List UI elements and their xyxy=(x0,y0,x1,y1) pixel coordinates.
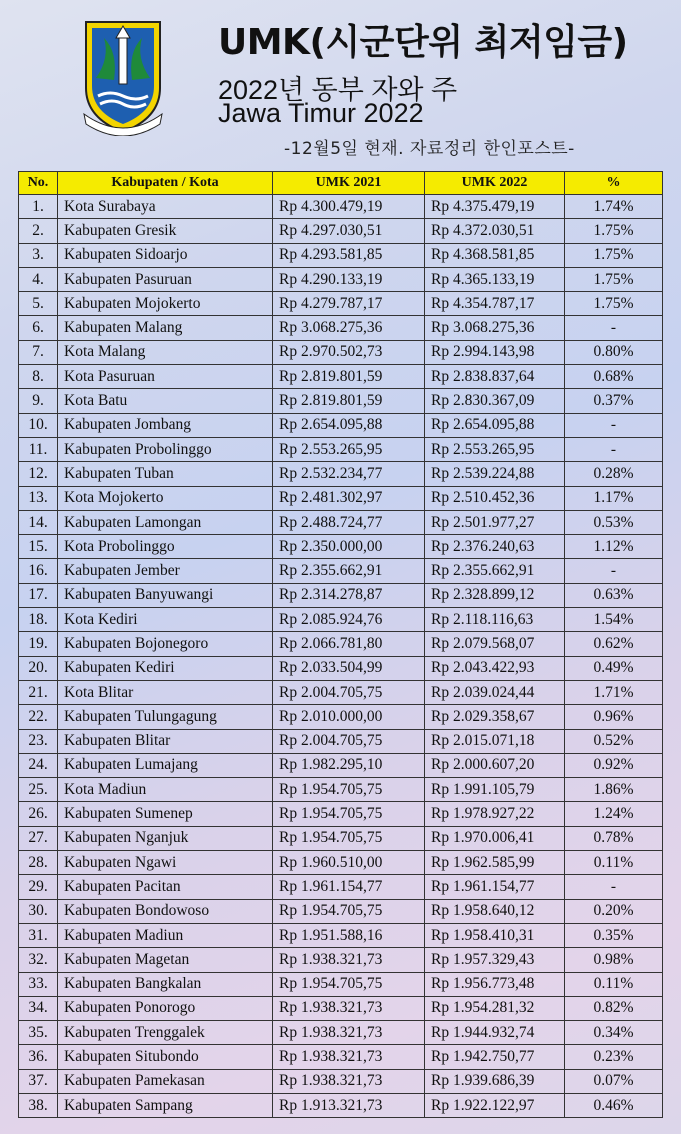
umk-2021-value: Rp 1.938.321,73 xyxy=(273,996,425,1020)
umk-2021-value: Rp 1.954.705,75 xyxy=(273,899,425,923)
row-number: 1. xyxy=(19,195,58,219)
umk-2021-value: Rp 1.961.154,77 xyxy=(273,875,425,899)
table-row xyxy=(19,729,663,753)
umk-2022-value: Rp 4.354.787,17 xyxy=(425,292,565,316)
jawa-timur-emblem-icon xyxy=(80,18,166,136)
umk-2022-value: Rp 2.079.568,07 xyxy=(425,632,565,656)
umk-2022-value: Rp 2.015.071,18 xyxy=(425,729,565,753)
umk-2021-value: Rp 2.970.502,73 xyxy=(273,340,425,364)
percent-change: 1.74% xyxy=(565,195,663,219)
table-row xyxy=(19,1021,663,1045)
percent-change: 0.98% xyxy=(565,948,663,972)
page-title: UMK(시군단위 최저임금) xyxy=(218,22,628,63)
region-name: Kota Surabaya xyxy=(58,195,273,219)
table-row xyxy=(19,292,663,316)
umk-2022-value: Rp 1.962.585,99 xyxy=(425,851,565,875)
table-row xyxy=(19,219,663,243)
umk-2021-value: Rp 2.004.705,75 xyxy=(273,680,425,704)
percent-change: 0.35% xyxy=(565,923,663,947)
row-number: 18. xyxy=(19,608,58,632)
umk-2022-value: Rp 1.942.750,77 xyxy=(425,1045,565,1069)
umk-2022-value: Rp 2.553.265,95 xyxy=(425,437,565,461)
percent-change: 0.92% xyxy=(565,753,663,777)
row-number: 21. xyxy=(19,680,58,704)
umk-2022-value: Rp 1.957.329,43 xyxy=(425,948,565,972)
umk-2022-value: Rp 1.970.006,41 xyxy=(425,826,565,850)
percent-change: 1.86% xyxy=(565,778,663,802)
percent-change: 0.62% xyxy=(565,632,663,656)
umk-2021-value: Rp 1.938.321,73 xyxy=(273,1069,425,1093)
umk-2022-value: Rp 1.958.640,12 xyxy=(425,899,565,923)
umk-2021-value: Rp 2.355.662,91 xyxy=(273,559,425,583)
umk-2022-value: Rp 1.991.105,79 xyxy=(425,778,565,802)
region-name: Kabupaten Ngawi xyxy=(58,851,273,875)
umk-2022-value: Rp 1.939.686,39 xyxy=(425,1069,565,1093)
region-name: Kabupaten Malang xyxy=(58,316,273,340)
region-name: Kabupaten Madiun xyxy=(58,923,273,947)
row-number: 13. xyxy=(19,486,58,510)
table-row xyxy=(19,510,663,534)
table-row xyxy=(19,316,663,340)
row-number: 16. xyxy=(19,559,58,583)
row-number: 34. xyxy=(19,996,58,1020)
umk-2022-value: Rp 2.539.224,88 xyxy=(425,462,565,486)
table-body xyxy=(19,195,663,1118)
umk-2021-value: Rp 1.954.705,75 xyxy=(273,778,425,802)
row-number: 28. xyxy=(19,851,58,875)
row-number: 2. xyxy=(19,219,58,243)
umk-2021-value: Rp 2.350.000,00 xyxy=(273,535,425,559)
table-row xyxy=(19,705,663,729)
umk-2021-value: Rp 2.314.278,87 xyxy=(273,583,425,607)
region-name: Kota Batu xyxy=(58,389,273,413)
percent-change: 1.54% xyxy=(565,608,663,632)
table-header-row xyxy=(19,172,663,195)
percent-change: - xyxy=(565,559,663,583)
umk-2021-value: Rp 2.532.234,77 xyxy=(273,462,425,486)
umk-2022-value: Rp 2.355.662,91 xyxy=(425,559,565,583)
header-percent: % xyxy=(565,172,663,195)
umk-2021-value: Rp 4.279.787,17 xyxy=(273,292,425,316)
row-number: 10. xyxy=(19,413,58,437)
region-name: Kabupaten Nganjuk xyxy=(58,826,273,850)
row-number: 33. xyxy=(19,972,58,996)
table-row xyxy=(19,365,663,389)
umk-2022-value: Rp 2.510.452,36 xyxy=(425,486,565,510)
table-row xyxy=(19,899,663,923)
row-number: 30. xyxy=(19,899,58,923)
region-name: Kabupaten Pasuruan xyxy=(58,267,273,291)
percent-change: 1.24% xyxy=(565,802,663,826)
region-name: Kota Malang xyxy=(58,340,273,364)
percent-change: 0.37% xyxy=(565,389,663,413)
row-number: 15. xyxy=(19,535,58,559)
table-row xyxy=(19,1093,663,1117)
region-name: Kabupaten Magetan xyxy=(58,948,273,972)
table-row xyxy=(19,948,663,972)
header-no: No. xyxy=(19,172,58,195)
region-name: Kabupaten Lamongan xyxy=(58,510,273,534)
umk-2022-value: Rp 2.328.899,12 xyxy=(425,583,565,607)
umk-2022-value: Rp 1.961.154,77 xyxy=(425,875,565,899)
table-row xyxy=(19,875,663,899)
row-number: 12. xyxy=(19,462,58,486)
umk-2022-value: Rp 4.365.133,19 xyxy=(425,267,565,291)
umk-2022-value: Rp 2.376.240,63 xyxy=(425,535,565,559)
umk-2021-value: Rp 4.300.479,19 xyxy=(273,195,425,219)
umk-2022-value: Rp 1.954.281,32 xyxy=(425,996,565,1020)
region-name: Kabupaten Sumenep xyxy=(58,802,273,826)
percent-change: 0.53% xyxy=(565,510,663,534)
percent-change: 1.75% xyxy=(565,267,663,291)
header-region: Kabupaten / Kota xyxy=(58,172,273,195)
row-number: 5. xyxy=(19,292,58,316)
table-row xyxy=(19,340,663,364)
percent-change: 1.12% xyxy=(565,535,663,559)
table-row xyxy=(19,486,663,510)
row-number: 38. xyxy=(19,1093,58,1117)
page-subtitle-line2: Jawa Timur 2022 xyxy=(218,98,424,128)
region-name: Kota Mojokerto xyxy=(58,486,273,510)
row-number: 4. xyxy=(19,267,58,291)
umk-2022-value: Rp 2.501.977,27 xyxy=(425,510,565,534)
table-row xyxy=(19,583,663,607)
region-name: Kota Madiun xyxy=(58,778,273,802)
table-row xyxy=(19,608,663,632)
percent-change: 0.46% xyxy=(565,1093,663,1117)
umk-2022-value: Rp 1.978.927,22 xyxy=(425,802,565,826)
table-row xyxy=(19,413,663,437)
row-number: 32. xyxy=(19,948,58,972)
percent-change: - xyxy=(565,437,663,461)
header-umk-2021: UMK 2021 xyxy=(273,172,425,195)
region-name: Kabupaten Sampang xyxy=(58,1093,273,1117)
row-number: 35. xyxy=(19,1021,58,1045)
row-number: 3. xyxy=(19,243,58,267)
percent-change: 0.28% xyxy=(565,462,663,486)
region-name: Kabupaten Jombang xyxy=(58,413,273,437)
umk-table xyxy=(18,171,663,1118)
table-row xyxy=(19,826,663,850)
row-number: 6. xyxy=(19,316,58,340)
percent-change: - xyxy=(565,316,663,340)
region-name: Kota Kediri xyxy=(58,608,273,632)
umk-2021-value: Rp 2.010.000,00 xyxy=(273,705,425,729)
umk-2021-value: Rp 4.297.030,51 xyxy=(273,219,425,243)
table-row xyxy=(19,462,663,486)
percent-change: 0.20% xyxy=(565,899,663,923)
table-row xyxy=(19,923,663,947)
table-row xyxy=(19,996,663,1020)
row-number: 24. xyxy=(19,753,58,777)
region-name: Kabupaten Bondowoso xyxy=(58,899,273,923)
percent-change: 1.75% xyxy=(565,292,663,316)
umk-2022-value: Rp 1.944.932,74 xyxy=(425,1021,565,1045)
region-name: Kabupaten Pacitan xyxy=(58,875,273,899)
row-number: 7. xyxy=(19,340,58,364)
row-number: 36. xyxy=(19,1045,58,1069)
table-row xyxy=(19,753,663,777)
umk-2021-value: Rp 3.068.275,36 xyxy=(273,316,425,340)
row-number: 20. xyxy=(19,656,58,680)
header-umk-2022: UMK 2022 xyxy=(425,172,565,195)
region-name: Kabupaten Probolinggo xyxy=(58,437,273,461)
region-name: Kabupaten Banyuwangi xyxy=(58,583,273,607)
region-name: Kabupaten Pamekasan xyxy=(58,1069,273,1093)
umk-2021-value: Rp 1.954.705,75 xyxy=(273,802,425,826)
row-number: 29. xyxy=(19,875,58,899)
umk-2022-value: Rp 3.068.275,36 xyxy=(425,316,565,340)
percent-change: 0.78% xyxy=(565,826,663,850)
umk-2021-value: Rp 1.938.321,73 xyxy=(273,1045,425,1069)
table-row xyxy=(19,632,663,656)
row-number: 17. xyxy=(19,583,58,607)
row-number: 19. xyxy=(19,632,58,656)
table-row xyxy=(19,851,663,875)
row-number: 25. xyxy=(19,778,58,802)
umk-2021-value: Rp 4.290.133,19 xyxy=(273,267,425,291)
umk-2022-value: Rp 2.039.024,44 xyxy=(425,680,565,704)
region-name: Kabupaten Mojokerto xyxy=(58,292,273,316)
percent-change: 0.11% xyxy=(565,851,663,875)
row-number: 37. xyxy=(19,1069,58,1093)
row-number: 8. xyxy=(19,365,58,389)
umk-2022-value: Rp 2.043.422,93 xyxy=(425,656,565,680)
percent-change: 0.34% xyxy=(565,1021,663,1045)
table-row xyxy=(19,243,663,267)
percent-change: - xyxy=(565,413,663,437)
umk-2021-value: Rp 2.819.801,59 xyxy=(273,365,425,389)
percent-change: - xyxy=(565,875,663,899)
region-name: Kabupaten Jember xyxy=(58,559,273,583)
table-row xyxy=(19,680,663,704)
table-row xyxy=(19,656,663,680)
umk-2021-value: Rp 2.004.705,75 xyxy=(273,729,425,753)
umk-2021-value: Rp 1.913.321,73 xyxy=(273,1093,425,1117)
umk-2021-value: Rp 1.938.321,73 xyxy=(273,1021,425,1045)
umk-2021-value: Rp 1.982.295,10 xyxy=(273,753,425,777)
umk-2021-value: Rp 4.293.581,85 xyxy=(273,243,425,267)
percent-change: 1.75% xyxy=(565,219,663,243)
table-row xyxy=(19,802,663,826)
percent-change: 0.68% xyxy=(565,365,663,389)
percent-change: 0.11% xyxy=(565,972,663,996)
percent-change: 0.82% xyxy=(565,996,663,1020)
umk-2022-value: Rp 2.994.143,98 xyxy=(425,340,565,364)
region-name: Kabupaten Blitar xyxy=(58,729,273,753)
region-name: Kabupaten Lumajang xyxy=(58,753,273,777)
region-name: Kabupaten Tuban xyxy=(58,462,273,486)
table-row xyxy=(19,1069,663,1093)
umk-2021-value: Rp 1.960.510,00 xyxy=(273,851,425,875)
row-number: 26. xyxy=(19,802,58,826)
row-number: 11. xyxy=(19,437,58,461)
umk-2021-value: Rp 1.951.588,16 xyxy=(273,923,425,947)
umk-2022-value: Rp 4.372.030,51 xyxy=(425,219,565,243)
row-number: 23. xyxy=(19,729,58,753)
umk-2021-value: Rp 2.488.724,77 xyxy=(273,510,425,534)
umk-2022-value: Rp 1.922.122,97 xyxy=(425,1093,565,1117)
region-name: Kota Pasuruan xyxy=(58,365,273,389)
page-header xyxy=(0,0,681,170)
table-row xyxy=(19,437,663,461)
region-name: Kabupaten Gresik xyxy=(58,219,273,243)
page-subtitle-line1: 2022년 동부 자와 주 xyxy=(218,75,458,105)
region-name: Kabupaten Kediri xyxy=(58,656,273,680)
row-number: 27. xyxy=(19,826,58,850)
table-row xyxy=(19,778,663,802)
umk-2021-value: Rp 1.954.705,75 xyxy=(273,826,425,850)
row-number: 9. xyxy=(19,389,58,413)
percent-change: 0.96% xyxy=(565,705,663,729)
umk-2021-value: Rp 2.819.801,59 xyxy=(273,389,425,413)
umk-2021-value: Rp 2.654.095,88 xyxy=(273,413,425,437)
region-name: Kabupaten Situbondo xyxy=(58,1045,273,1069)
umk-2021-value: Rp 2.481.302,97 xyxy=(273,486,425,510)
umk-2022-value: Rp 2.029.358,67 xyxy=(425,705,565,729)
table-row xyxy=(19,535,663,559)
region-name: Kabupaten Sidoarjo xyxy=(58,243,273,267)
percent-change: 0.63% xyxy=(565,583,663,607)
umk-2021-value: Rp 2.553.265,95 xyxy=(273,437,425,461)
umk-2022-value: Rp 1.956.773,48 xyxy=(425,972,565,996)
table-row xyxy=(19,267,663,291)
row-number: 22. xyxy=(19,705,58,729)
region-name: Kabupaten Bangkalan xyxy=(58,972,273,996)
source-note: -12월5일 현재. 자료정리 한인포스트- xyxy=(284,139,575,159)
percent-change: 0.80% xyxy=(565,340,663,364)
umk-2022-value: Rp 2.830.367,09 xyxy=(425,389,565,413)
row-number: 31. xyxy=(19,923,58,947)
umk-2022-value: Rp 4.368.581,85 xyxy=(425,243,565,267)
umk-2022-value: Rp 2.000.607,20 xyxy=(425,753,565,777)
percent-change: 0.23% xyxy=(565,1045,663,1069)
umk-2021-value: Rp 2.085.924,76 xyxy=(273,608,425,632)
percent-change: 1.17% xyxy=(565,486,663,510)
umk-2021-value: Rp 2.066.781,80 xyxy=(273,632,425,656)
umk-2022-value: Rp 2.838.837,64 xyxy=(425,365,565,389)
percent-change: 0.49% xyxy=(565,656,663,680)
umk-2022-value: Rp 4.375.479,19 xyxy=(425,195,565,219)
region-name: Kota Probolinggo xyxy=(58,535,273,559)
region-name: Kabupaten Tulungagung xyxy=(58,705,273,729)
umk-2021-value: Rp 2.033.504,99 xyxy=(273,656,425,680)
table-row xyxy=(19,389,663,413)
percent-change: 1.75% xyxy=(565,243,663,267)
percent-change: 0.07% xyxy=(565,1069,663,1093)
umk-2021-value: Rp 1.938.321,73 xyxy=(273,948,425,972)
umk-2022-value: Rp 2.654.095,88 xyxy=(425,413,565,437)
percent-change: 1.71% xyxy=(565,680,663,704)
percent-change: 0.52% xyxy=(565,729,663,753)
umk-2022-value: Rp 2.118.116,63 xyxy=(425,608,565,632)
umk-2022-value: Rp 1.958.410,31 xyxy=(425,923,565,947)
region-name: Kota Blitar xyxy=(58,680,273,704)
region-name: Kabupaten Bojonegoro xyxy=(58,632,273,656)
table-row xyxy=(19,972,663,996)
table-row xyxy=(19,195,663,219)
table-row xyxy=(19,1045,663,1069)
region-name: Kabupaten Ponorogo xyxy=(58,996,273,1020)
umk-2021-value: Rp 1.954.705,75 xyxy=(273,972,425,996)
region-name: Kabupaten Trenggalek xyxy=(58,1021,273,1045)
table-row xyxy=(19,559,663,583)
row-number: 14. xyxy=(19,510,58,534)
